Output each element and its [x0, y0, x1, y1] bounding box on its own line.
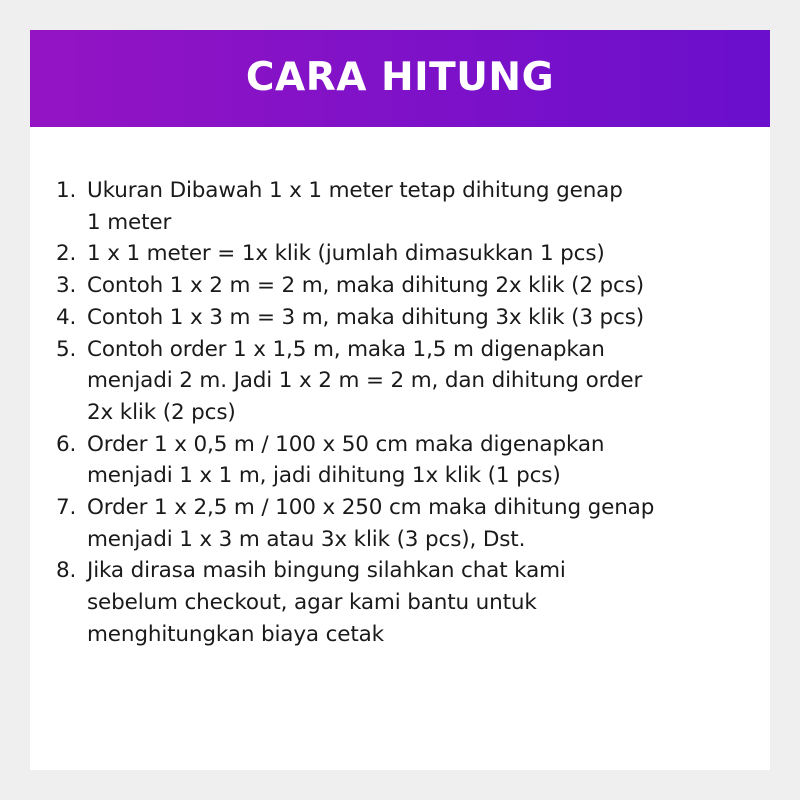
- list-item: [56, 270, 756, 302]
- list-item-text: [87, 302, 756, 334]
- list-item-line: Ukuran Dibawah 1 x 1 meter tetap dihitung genap: [87, 178, 623, 203]
- list-item-text: [87, 492, 756, 555]
- list-item-line: Contoh 1 x 2 m = 2 m, maka dihitung 2x klik (2 pcs): [87, 273, 644, 299]
- list-item-text: [87, 334, 756, 429]
- list-item-line: menjadi 1 x 1 m, jadi dihitung 1x klik (1 pcs): [87, 463, 561, 489]
- list-item-number: 8.: [56, 558, 77, 584]
- list-item-line: menjadi 2 m. Jadi 1 x 2 m = 2 m, dan dihitung order: [87, 368, 643, 394]
- list-item-number: 5.: [56, 336, 77, 362]
- list-item: [56, 429, 756, 492]
- list-item-line: 1 x 1 meter = 1x klik (jumlah dimasukkan 1 pcs): [87, 241, 605, 267]
- list-item-number: 2.: [56, 241, 77, 267]
- instruction-list: [56, 175, 756, 651]
- list-item-line: Contoh order 1 x 1,5 m, maka 1,5 m digenapkan: [87, 336, 605, 362]
- list-item: [56, 302, 756, 334]
- list-item: [56, 555, 756, 650]
- list-item-line: Jika dirasa masih bingung silahkan chat kami: [87, 558, 566, 584]
- list-item-line: 1 meter: [87, 209, 172, 235]
- list-item-text: [87, 270, 756, 302]
- list-item: [56, 238, 756, 270]
- list-item-line: Order 1 x 2,5 m / 100 x 250 cm maka dihitung genap: [87, 495, 655, 521]
- list-item-text: [87, 175, 756, 238]
- page-title: CARA HITUNG: [245, 55, 555, 100]
- list-item-number: 4.: [56, 304, 77, 330]
- list-item-text: [87, 238, 756, 270]
- list-item-number: 3.: [56, 273, 77, 299]
- list-item-line: menjadi 1 x 3 m atau 3x klik (3 pcs), Dst.: [87, 526, 526, 552]
- list-item: [56, 175, 756, 238]
- list-item-line: Contoh 1 x 3 m = 3 m, maka dihitung 3x klik (3 pcs): [87, 304, 644, 330]
- list-item-line: sebelum checkout, agar kami bantu untuk: [87, 590, 537, 616]
- list-item-text: [87, 429, 756, 492]
- list-item-text: [87, 555, 756, 650]
- title-banner: [30, 30, 770, 127]
- list-item-line: 2x klik (2 pcs): [87, 399, 236, 425]
- list-item-line: Order 1 x 0,5 m / 100 x 50 cm maka digenapkan: [87, 431, 605, 457]
- list-item-number: 7.: [56, 495, 77, 521]
- info-card: [30, 30, 770, 770]
- list-item: [56, 492, 756, 555]
- list-item: [56, 334, 756, 429]
- list-item-number: 6.: [56, 431, 77, 457]
- list-item-number: 1.: [56, 178, 77, 203]
- list-item-line: menghitungkan biaya cetak: [87, 621, 384, 647]
